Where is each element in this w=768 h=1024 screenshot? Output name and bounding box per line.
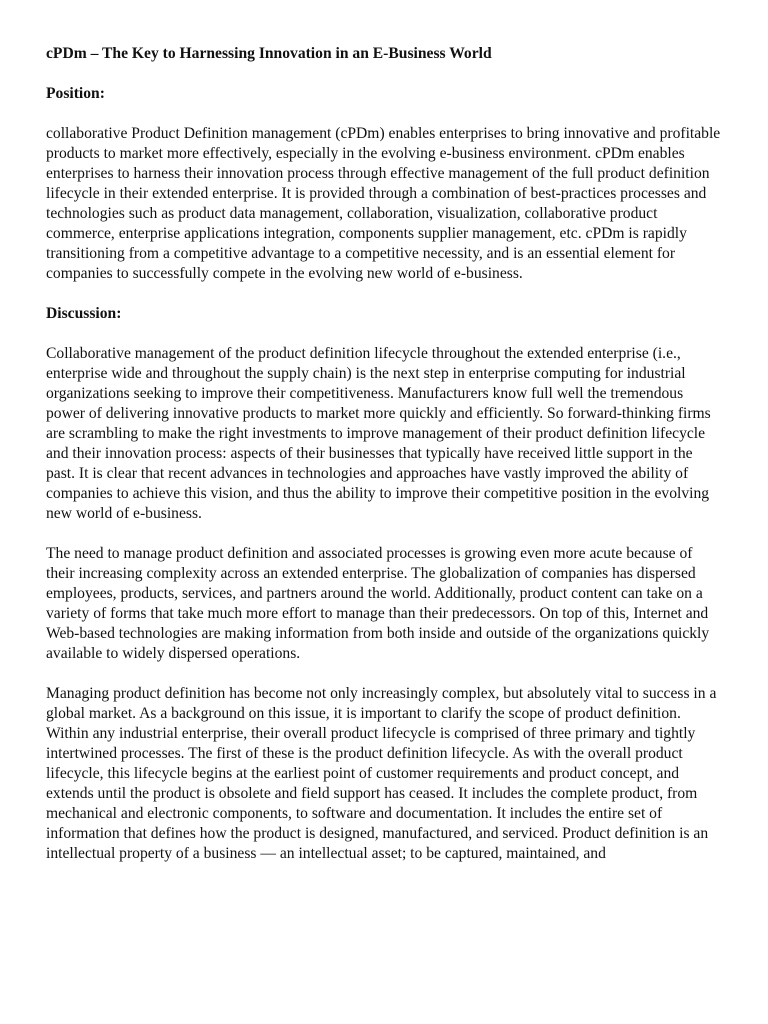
document-page <box>46 44 722 864</box>
document-title: cPDm – The Key to Harnessing Innovation in an E-Business World <box>46 45 492 62</box>
discussion-heading: Discussion: <box>46 305 122 322</box>
position-heading: Position: <box>46 85 105 102</box>
position-paragraph: collaborative Product Definition management (cPDm) enables enterprises to bring innovative and profitable products to market more effectively, especially in the evolving e-business environment. cPDm enables enterprises to harness their innovation process through effective management of the full product definition lifecycle in their extended enterprise. It is provided through a combination of best-practices processes and technologies such as product data management, collaboration, visualization, collaborative product commerce, enterprise applications integration, components supplier management, etc. cPDm is rapidly transitioning from a competitive advantage to a competitive necessity, and is an essential element for companies to successfully compete in the evolving new world of e-business. <box>46 125 721 282</box>
discussion-paragraph-3: Managing product definition has become not only increasingly complex, but absolutely vital to success in a global market. As a background on this issue, it is important to clarify the scope of product definition. Within any industrial enterprise, their overall product lifecycle is comprised of three primary and tightly intertwined processes. The first of these is the product definition lifecycle. As with the overall product lifecycle, this lifecycle begins at the earliest point of customer requirements and product concept, and extends until the product is obsolete and field support has ceased. It includes the complete product, from mechanical and electronic components, to software and documentation. It includes the entire set of information that defines how the product is designed, manufactured, and serviced. Product definition is an intellectual property of a business — an intellectual asset; to be captured, maintained, and <box>46 685 717 862</box>
discussion-paragraph-2: The need to manage product definition and associated processes is growing even more acute because of their increasing complexity across an extended enterprise. The globalization of companies has dispersed employees, products, services, and partners around the world. Additionally, product content can take on a variety of forms that take much more effort to manage than their predecessors. On top of this, Internet and Web-based technologies are making information from both inside and outside of the organizations quickly available to widely dispersed operations. <box>46 545 710 662</box>
discussion-paragraph-1: Collaborative management of the product definition lifecycle throughout the extended enterprise (i.e., enterprise wide and throughout the supply chain) is the next step in enterprise computing for industrial organizations seeking to improve their competitiveness. Manufacturers know full well the tremendous power of delivering innovative products to market more quickly and efficiently. So forward-thinking firms are scrambling to make the right investments to improve management of their product definition lifecycle and their innovation process: aspects of their businesses that typically have received little support in the past. It is clear that recent advances in technologies and approaches have vastly improved the ability of companies to achieve this vision, and thus the ability to improve their competitive position in the evolving new world of e-business. <box>46 345 711 522</box>
